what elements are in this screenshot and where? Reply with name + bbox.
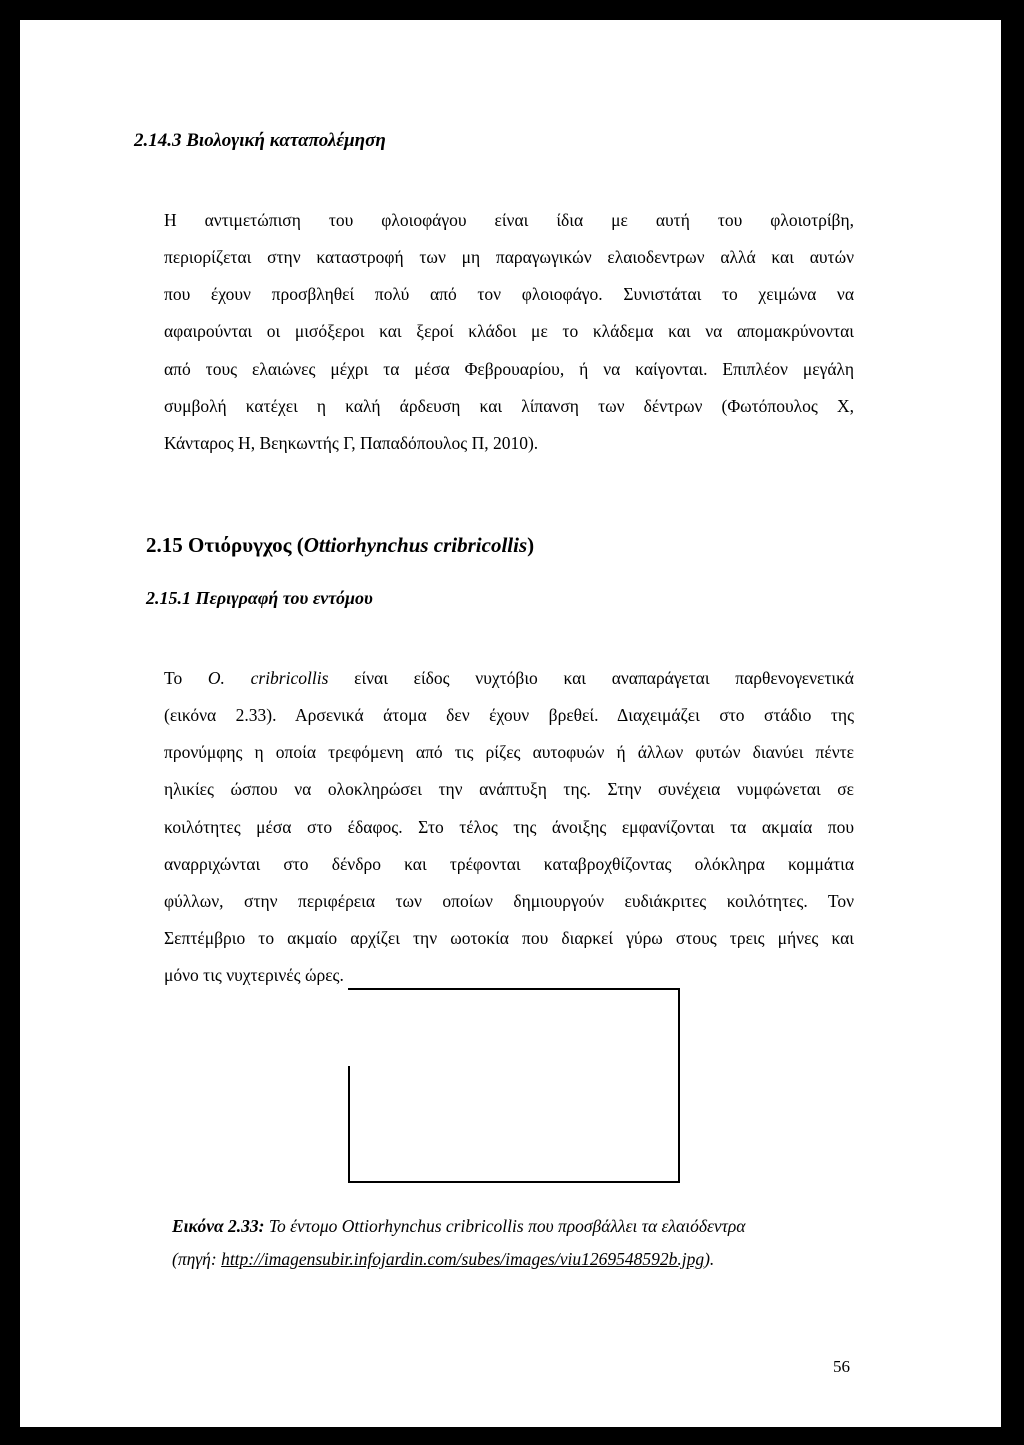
paragraph-description-body (164, 697, 854, 995)
caption-source-link[interactable]: http://imagensubir.infojardin.com/subes/images/viu1269548592b.jpg (221, 1249, 705, 1269)
caption-label: Εικόνα 2.33: (172, 1216, 265, 1236)
para2-line: αναρριχώνται στο δένδρο και τρέφονται καταβροχθίζοντας ολόκληρα κομμάτια (164, 853, 854, 874)
heading-2-15 (146, 533, 534, 558)
para1-line: περιορίζεται στην καταστροφή των μη παραγωγικών ελαιοδεντρων αλλά και αυτών (164, 247, 854, 267)
para2-line: Σεπτέμβριο το ακμαίο αρχίζει την ωοτοκία που διαρκεί γύρω στους τρεις μήνες και (164, 928, 854, 949)
figure-border-right (678, 988, 680, 1183)
para2-line: κοιλότητες μέσα στο έδαφος. Στο τέλος της άνοιξης εμφανίζονται τα ακμαία που (164, 816, 854, 837)
para1-line: από τους ελαιώνες μέχρι τα μέσα Φεβρουαρίου, ή να καίγονται. Επιπλέον μεγάλη (164, 358, 854, 379)
figure-placeholder (348, 988, 680, 1183)
paragraph-description (164, 660, 854, 697)
para2-first-line (164, 660, 854, 697)
paragraph-biological-control (164, 202, 854, 239)
figure-border-top (348, 988, 680, 990)
caption-line-1 (172, 1210, 872, 1243)
caption-text: Το έντομο Ottiorhynchus cribricollis που προσβάλλει τα ελαιόδεντρα (264, 1216, 746, 1236)
para2-line: μόνο τις νυχτερινές ώρες. (164, 965, 344, 986)
para2-first-rest: είναι είδος νυχτόβιο και αναπαράγεται παρθενογενετικά (328, 668, 854, 688)
para2-line: (εικόνα 2.33). Αρσενικά άτομα δεν έχουν βρεθεί. Διαχειμάζει στο στάδιο της (164, 705, 854, 725)
caption-source-suffix: ). (704, 1249, 715, 1269)
para2-first-prefix: Το (164, 668, 208, 688)
figure-border-bottom (348, 1181, 680, 1183)
page-number: 56 (833, 1357, 850, 1376)
para1-line: αφαιρούνται οι μισόξεροι και ξεροί κλάδοι με το κλάδεμα και να απομακρύνονται (164, 321, 854, 342)
para2-line: φύλλων, στην περιφέρεια των οποίων δημιουργούν ευδιάκριτες κοιλότητες. Τον (164, 890, 854, 911)
para2-species: O. cribricollis (207, 668, 329, 688)
heading-2-15-species: Ottiorhynchus cribricollis (303, 533, 528, 557)
figure-border-left (348, 1066, 350, 1183)
para2-line: προνύμφης η οποία τρεφόμενη από τις ρίζες αυτοφυών ή άλλων φυτών διανύει πέντε (164, 742, 854, 763)
para1-line: Κάνταρος Η, Βεηκωντής Γ, Παπαδόπουλος Π, 2010). (164, 432, 539, 453)
figure-caption (172, 1210, 872, 1276)
heading-2-15-1: 2.15.1 Περιγραφή του εντόμου (146, 588, 373, 608)
para1-line: Η αντιμετώπιση του φλοιοφάγου είναι ίδια με αυτή του φλοιοτρίβη, (164, 210, 854, 230)
document-page (20, 20, 1001, 1427)
caption-source-prefix: (πηγή: (172, 1249, 222, 1269)
heading-2-14-3: 2.14.3 Βιολογική καταπολέμηση (134, 130, 386, 151)
heading-2-15-text: 2.15 Οτιόρυγχος ( (146, 533, 304, 557)
para1-line: που έχουν προσβληθεί πολύ από τον φλοιοφάγο. Συνιστάται το χειμώνα να (164, 284, 854, 305)
caption-line-2 (172, 1243, 872, 1276)
para1-line: συμβολή κατέχει η καλή άρδευση και λίπανση των δέντρων (Φωτόπουλος Χ, (164, 395, 854, 416)
heading-2-15-close: ) (527, 533, 535, 557)
para2-line: ηλικίες ώσπου να ολοκληρώσει την ανάπτυξη της. Στην συνέχεια νυμφώνεται σε (164, 779, 854, 800)
paragraph-biological-control-body (164, 239, 854, 462)
